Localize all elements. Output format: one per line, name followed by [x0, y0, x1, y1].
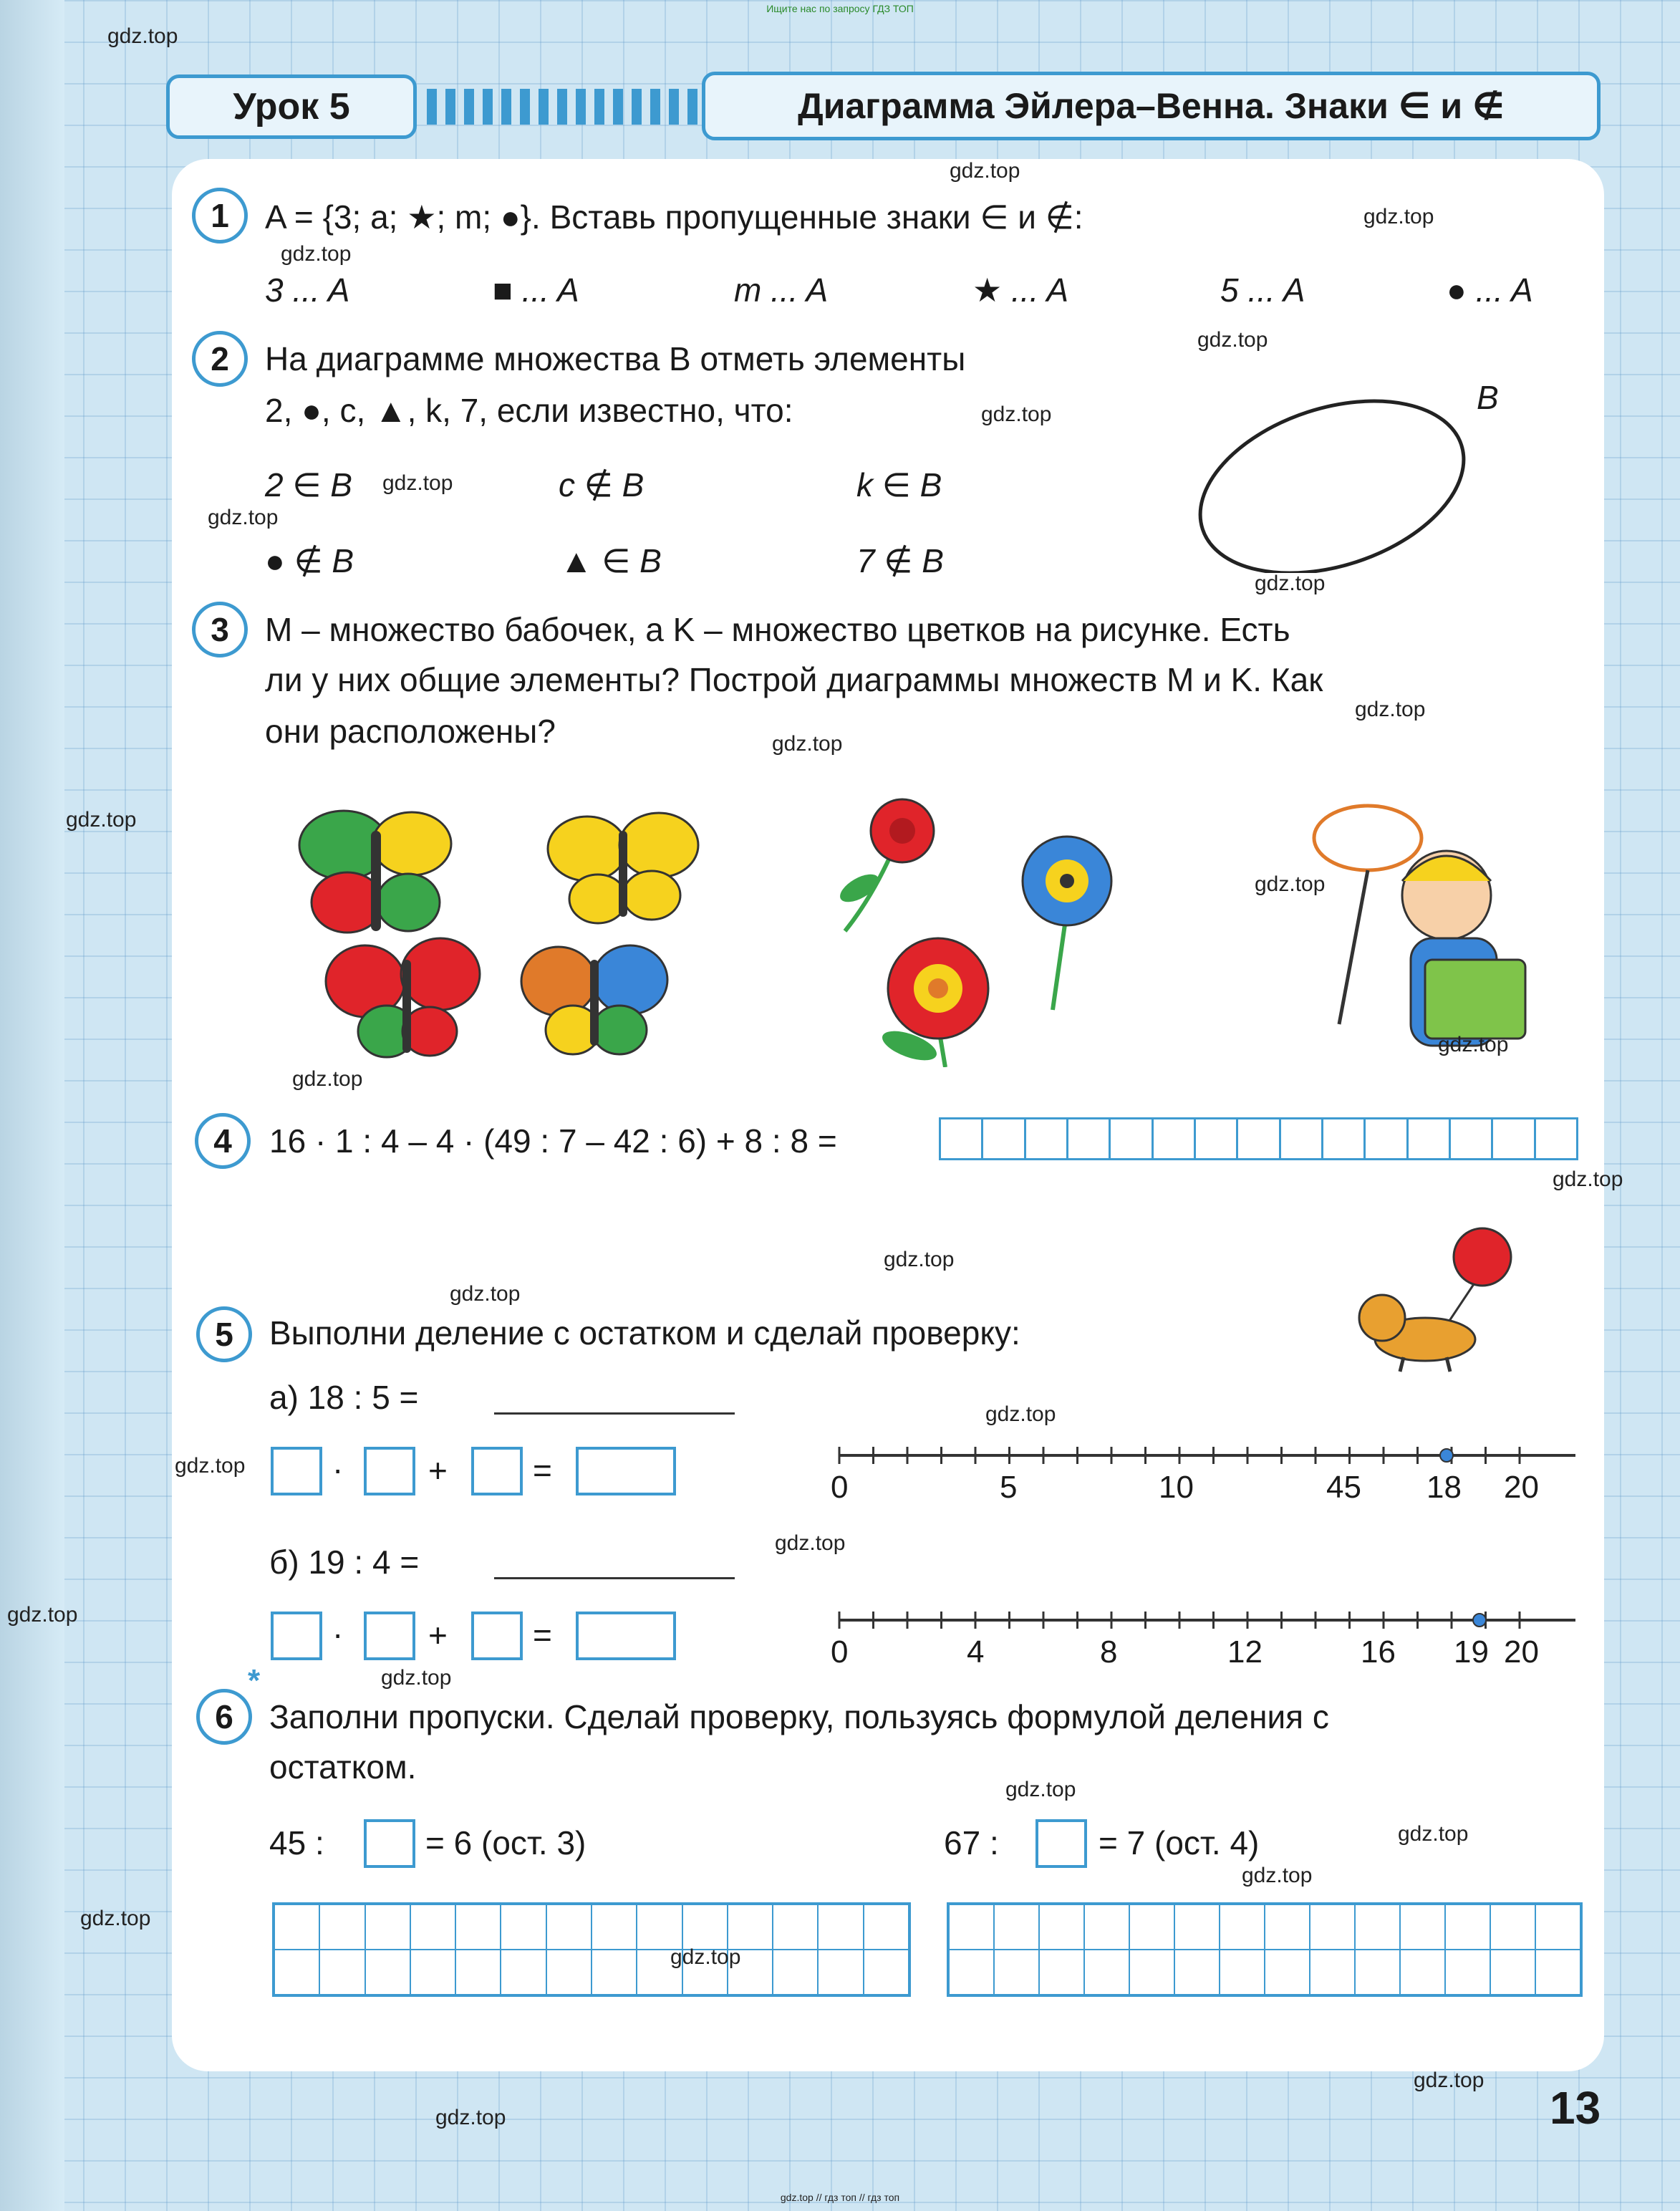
ex2-fact-1: 2 ∈ B: [265, 466, 352, 504]
grid-cell[interactable]: [1084, 1904, 1129, 1950]
flower-3-icon: [866, 924, 1010, 1067]
watermark: gdz.top: [1438, 1033, 1509, 1056]
grid-cell[interactable]: [1445, 1904, 1490, 1950]
grid-cell[interactable]: [1355, 1904, 1400, 1950]
watermark: gdz.top: [1398, 1822, 1469, 1846]
ex5-b-box-2[interactable]: [364, 1612, 415, 1660]
exercise-5-number: 5: [196, 1306, 252, 1362]
ex6-eq2-box[interactable]: [1035, 1819, 1087, 1868]
grid-cell[interactable]: [1355, 1950, 1400, 1995]
watermark: gdz.top: [1255, 872, 1326, 896]
ex1-item-6[interactable]: ● ... A: [1447, 271, 1533, 309]
grid-cell[interactable]: [319, 1950, 365, 1995]
ex4-answer-cell[interactable]: [1152, 1117, 1196, 1160]
grid-cell[interactable]: [1265, 1904, 1310, 1950]
ex5-b-box-1[interactable]: [271, 1612, 322, 1660]
ex4-answer-cell[interactable]: [1279, 1117, 1323, 1160]
ruler-b-label-0: 0: [831, 1634, 849, 1670]
watermark: gdz.top: [950, 159, 1020, 183]
ex6-work-grid-1[interactable]: [272, 1902, 911, 1997]
grid-cell[interactable]: [546, 1904, 592, 1950]
ex3-line-1: M – множество бабочек, а K – множество цветков на рисунке. Есть: [265, 611, 1290, 648]
ex4-answer-cell[interactable]: [1236, 1117, 1280, 1160]
ex2-fact-5: ▲ ∈ B: [560, 542, 662, 579]
exercise-1-number: 1: [192, 188, 248, 244]
ex5-a-dot: ·: [332, 1450, 344, 1488]
grid-cell[interactable]: [319, 1904, 365, 1950]
watermark: gdz.top: [382, 471, 453, 495]
ex5-a-plus: +: [428, 1452, 448, 1489]
watermark: gdz.top: [80, 1907, 151, 1930]
grid-cell[interactable]: [1400, 1904, 1445, 1950]
butterfly-2-icon: [544, 795, 702, 938]
ex4-answer-cell[interactable]: [1491, 1117, 1535, 1160]
ex4-answer-cell[interactable]: [1066, 1117, 1111, 1160]
grid-cell[interactable]: [1265, 1950, 1310, 1995]
flower-2-icon: [1003, 831, 1131, 1017]
watermark: gdz.top: [381, 1666, 452, 1690]
watermark: gdz.top: [981, 403, 1052, 426]
ex4-answer-cell[interactable]: [1534, 1117, 1578, 1160]
ex5-a-eq: =: [533, 1452, 552, 1489]
page-number: 13: [1550, 2082, 1601, 2134]
watermark: gdz.top: [772, 732, 843, 756]
ex5-b-plus: +: [428, 1617, 448, 1654]
set-b-ellipse[interactable]: [1189, 387, 1490, 573]
watermark: gdz.top: [7, 1603, 78, 1627]
ex4-answer-cell[interactable]: [1194, 1117, 1238, 1160]
grid-cell[interactable]: [864, 1904, 909, 1950]
ex5-b-dot: ·: [332, 1615, 344, 1652]
exercise-4-number: 4: [195, 1113, 251, 1169]
ex4-answer-cell[interactable]: [981, 1117, 1025, 1160]
grid-cell[interactable]: [1174, 1904, 1220, 1950]
number-line-b-marker: [1473, 1614, 1486, 1627]
ex6-line-2: остатком.: [269, 1748, 417, 1786]
ex5-a-answer-line[interactable]: [494, 1412, 735, 1415]
ex6-eq1-right: = 6 (ост. 3): [425, 1824, 586, 1861]
grid-cell[interactable]: [1400, 1950, 1445, 1995]
grid-cell[interactable]: [1039, 1904, 1084, 1950]
ex4-answer-cell[interactable]: [1109, 1117, 1153, 1160]
exercise-3-number: 3: [192, 602, 248, 657]
watermark: gdz.top: [208, 506, 279, 529]
grid-cell[interactable]: [501, 1950, 546, 1995]
watermark: gdz.top: [66, 808, 137, 832]
grid-cell[interactable]: [864, 1950, 909, 1995]
watermark: gdz.top: [1005, 1778, 1076, 1801]
grid-cell[interactable]: [994, 1904, 1039, 1950]
ruler-b-label-16: 16: [1361, 1634, 1396, 1670]
ex2-fact-4: ● ∉ B: [265, 542, 354, 579]
lesson-label: Урок 5: [166, 74, 417, 139]
grid-cell[interactable]: [773, 1950, 818, 1995]
grid-cell[interactable]: [728, 1904, 773, 1950]
grid-cell[interactable]: [1220, 1950, 1265, 1995]
ruler-a-label-45: 45: [1326, 1470, 1361, 1505]
exercise-2-number: 2: [192, 331, 248, 387]
watermark: gdz.top: [1553, 1167, 1623, 1191]
watermark: gdz.top: [1242, 1864, 1313, 1887]
flower-1-icon: [816, 795, 960, 945]
ex4-answer-cell[interactable]: [1449, 1117, 1493, 1160]
ex1-statement: A = {3; a; ★; m; ●}. Вставь пропущенные знаки ∈ и ∉:: [265, 198, 1083, 236]
number-line-a: [831, 1440, 1583, 1475]
ex2-fact-3: k ∈ B: [856, 466, 942, 504]
watermark: gdz.top: [985, 1402, 1056, 1426]
ex6-eq1-left: 45 :: [269, 1824, 324, 1861]
girl-with-net-icon: [1310, 788, 1540, 1060]
grid-cell[interactable]: [818, 1950, 863, 1995]
ex5-b-eq: =: [533, 1617, 552, 1654]
grid-cell[interactable]: [365, 1950, 410, 1995]
watermark: gdz.top: [1363, 205, 1434, 228]
ex1-item-4[interactable]: ★ ... A: [972, 271, 1069, 309]
ruler-b-label-4: 4: [967, 1634, 985, 1670]
ruler-b-label-19: 19: [1454, 1634, 1489, 1670]
ex6-star-icon: *: [248, 1663, 261, 1698]
ex5-statement: Выполни деление с остатком и сделай проверку:: [269, 1314, 1020, 1352]
page-title: Диаграмма Эйлера–Венна. Знаки ∈ и ∉: [702, 72, 1601, 140]
number-line-a-marker: [1440, 1449, 1453, 1462]
ex1-item-5[interactable]: 5 ... A: [1220, 271, 1305, 309]
ex4-expression: 16 · 1 : 4 – 4 · (49 : 7 – 42 : 6) + 8 : 8 =: [269, 1122, 837, 1160]
ruler-a-label-0: 0: [831, 1470, 849, 1505]
ruler-b-label-12: 12: [1227, 1634, 1263, 1670]
grid-cell[interactable]: [637, 1904, 682, 1950]
ruler-a-label-5: 5: [1000, 1470, 1018, 1505]
grid-cell[interactable]: [818, 1904, 863, 1950]
set-b-label: B: [1477, 379, 1499, 416]
watermark: gdz.top: [281, 242, 352, 266]
ruler-a-label-20: 20: [1504, 1470, 1539, 1505]
grid-cell[interactable]: [501, 1904, 546, 1950]
butterfly-4-icon: [516, 924, 673, 1067]
bottom-note: gdz.top // гдз топ // гдз топ: [780, 2192, 900, 2203]
top-note: Ищите нас по запросу ГДЗ ТОП: [766, 3, 914, 14]
ex5-a-box-1[interactable]: [271, 1447, 322, 1495]
ex3-line-2: ли у них общие элементы? Построй диаграммы множеств M и K. Как: [265, 661, 1323, 698]
watermark: gdz.top: [1197, 328, 1268, 352]
grid-cell[interactable]: [1535, 1950, 1580, 1995]
grid-cell[interactable]: [1220, 1904, 1265, 1950]
ex5-a-result-box[interactable]: [576, 1447, 676, 1495]
ex4-answer-cell[interactable]: [1406, 1117, 1451, 1160]
grid-cell[interactable]: [773, 1904, 818, 1950]
grid-cell[interactable]: [410, 1950, 455, 1995]
ex5-b-result-box[interactable]: [576, 1612, 676, 1660]
butterfly-3-icon: [322, 924, 487, 1067]
ex4-answer-cell[interactable]: [939, 1117, 983, 1160]
grid-cell[interactable]: [546, 1950, 592, 1995]
ex6-eq2-right: = 7 (ост. 4): [1099, 1824, 1260, 1861]
grid-cell[interactable]: [455, 1904, 501, 1950]
ex5-a-box-3[interactable]: [471, 1447, 523, 1495]
ex4-answer-cell[interactable]: [1321, 1117, 1366, 1160]
grid-cell[interactable]: [274, 1950, 319, 1995]
watermark: gdz.top: [775, 1531, 846, 1555]
ex2-line-1: На диаграмме множества B отметь элементы: [265, 340, 966, 377]
grid-cell[interactable]: [1535, 1904, 1580, 1950]
watermark: gdz.top: [1355, 698, 1426, 721]
ex2-fact-6: 7 ∉ B: [856, 542, 944, 579]
ex1-item-3[interactable]: m ... A: [734, 271, 829, 309]
grid-cell[interactable]: [949, 1950, 994, 1995]
ex3-line-3: они расположены?: [265, 713, 556, 750]
decor-stripes: [427, 89, 706, 125]
ruler-a-label-10: 10: [1159, 1470, 1194, 1505]
grid-cell[interactable]: [1174, 1950, 1220, 1995]
ex2-line-2: 2, ●, c, ▲, k, 7, если известно, что:: [265, 392, 793, 429]
grid-cell[interactable]: [1084, 1950, 1129, 1995]
watermark: gdz.top: [670, 1945, 741, 1969]
book-spine: [0, 0, 64, 2211]
watermark: gdz.top: [292, 1067, 363, 1091]
grid-cell[interactable]: [949, 1904, 994, 1950]
dog-with-balloon-icon: [1346, 1225, 1532, 1375]
ex1-item-2[interactable]: ■ ... A: [493, 271, 579, 309]
grid-cell[interactable]: [1490, 1950, 1535, 1995]
grid-cell[interactable]: [410, 1904, 455, 1950]
ex5-a-box-2[interactable]: [364, 1447, 415, 1495]
grid-cell[interactable]: [1490, 1904, 1535, 1950]
ruler-b-label-8: 8: [1100, 1634, 1118, 1670]
grid-cell[interactable]: [365, 1904, 410, 1950]
ex6-eq1-box[interactable]: [364, 1819, 415, 1868]
grid-cell[interactable]: [274, 1904, 319, 1950]
ex5-a-expression: а) 18 : 5 =: [269, 1379, 419, 1416]
watermark: gdz.top: [435, 2106, 506, 2129]
grid-cell[interactable]: [592, 1904, 637, 1950]
ex5-b-answer-line[interactable]: [494, 1577, 735, 1579]
watermark: gdz.top: [175, 1454, 246, 1478]
ex1-item-1[interactable]: 3 ... A: [265, 271, 350, 309]
ex5-b-box-3[interactable]: [471, 1612, 523, 1660]
ruler-b-label-20: 20: [1504, 1634, 1539, 1670]
grid-cell[interactable]: [994, 1950, 1039, 1995]
ruler-a-label-18: 18: [1426, 1470, 1462, 1505]
watermark: gdz.top: [450, 1282, 521, 1306]
grid-cell[interactable]: [1129, 1950, 1174, 1995]
watermark: gdz.top: [1255, 572, 1326, 595]
ex4-answer-cell[interactable]: [1363, 1117, 1408, 1160]
grid-cell[interactable]: [455, 1950, 501, 1995]
ex5-b-expression: б) 19 : 4 =: [269, 1543, 420, 1581]
watermark: gdz.top: [107, 24, 178, 48]
grid-cell[interactable]: [1310, 1904, 1355, 1950]
ex6-eq2-left: 67 :: [944, 1824, 999, 1861]
grid-cell[interactable]: [1310, 1950, 1355, 1995]
ex6-work-grid-2[interactable]: [947, 1902, 1583, 1997]
grid-cell[interactable]: [592, 1950, 637, 1995]
grid-cell[interactable]: [682, 1904, 728, 1950]
ex4-answer-cell[interactable]: [1024, 1117, 1068, 1160]
ex6-line-1: Заполни пропуски. Сделай проверку, пользуясь формулой деления с: [269, 1698, 1329, 1735]
grid-cell[interactable]: [1445, 1950, 1490, 1995]
ex4-answer-cells[interactable]: [941, 1117, 1578, 1160]
exercise-6-number: 6: [196, 1689, 252, 1745]
grid-cell[interactable]: [1129, 1904, 1174, 1950]
watermark: gdz.top: [1414, 2068, 1485, 2092]
ex2-fact-2: c ∉ B: [559, 466, 645, 504]
grid-cell[interactable]: [1039, 1950, 1084, 1995]
watermark: gdz.top: [884, 1248, 955, 1271]
